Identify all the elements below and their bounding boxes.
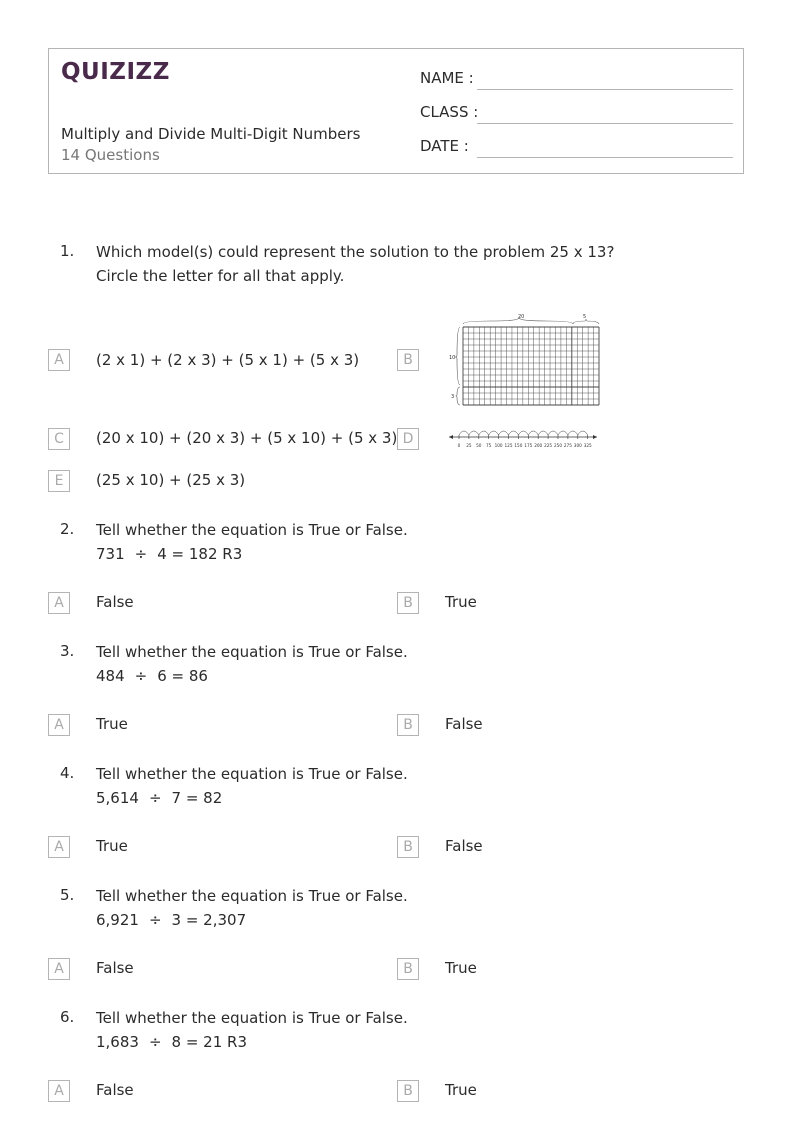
area-grid-model	[445, 310, 605, 410]
option-letter[interactable]: A	[48, 349, 70, 371]
question-text	[96, 640, 408, 688]
option-letter[interactable]: B	[397, 349, 419, 371]
option-text[interactable]: True	[445, 593, 477, 611]
grid-side-label: 3	[451, 394, 455, 400]
option-text[interactable]: False	[445, 715, 483, 733]
number-line-hop	[459, 431, 469, 435]
number-line-label: 325	[583, 443, 592, 448]
number-line-label: 275	[563, 443, 572, 448]
option-text[interactable]: (20 x 10) + (20 x 3) + (5 x 10) + (5 x 3)	[96, 429, 398, 447]
question-number: 4.	[60, 764, 75, 782]
option-text[interactable]: False	[445, 837, 483, 855]
divide-symbol: ÷	[148, 1033, 162, 1051]
number-line-label: 300	[573, 443, 582, 448]
number-line-label: 125	[504, 443, 513, 448]
option-text[interactable]: False	[96, 593, 134, 611]
dividend: 484	[96, 667, 125, 685]
name-label: NAME :	[420, 69, 474, 87]
question-line: Tell whether the equation is True or False.	[96, 765, 408, 783]
left-arrow-icon	[449, 435, 453, 439]
question-number: 3.	[60, 642, 75, 660]
question-count: 14 Questions	[61, 146, 160, 164]
number-line-hop	[469, 431, 479, 435]
option-letter[interactable]: C	[48, 428, 70, 450]
quizizz-logo: QUIZIZZ	[61, 59, 170, 85]
option-letter[interactable]: B	[397, 958, 419, 980]
question-text	[96, 1006, 408, 1054]
name-line[interactable]	[477, 89, 733, 90]
question-line: Tell whether the equation is True or False.	[96, 521, 408, 539]
class-label: CLASS :	[420, 103, 479, 121]
question-number: 5.	[60, 886, 75, 904]
number-line-hop	[479, 431, 489, 435]
option-letter[interactable]: B	[397, 592, 419, 614]
number-line-label: 50	[476, 443, 482, 448]
question-line: Which model(s) could represent the solution to the problem 25 x 13?	[96, 243, 615, 261]
number-line-label: 75	[486, 443, 492, 448]
divisor-result: 4 = 182 R3	[157, 545, 243, 563]
dividend: 731	[96, 545, 125, 563]
dividend: 1,683	[96, 1033, 139, 1051]
option-letter[interactable]: A	[48, 1080, 70, 1102]
option-letter[interactable]: B	[397, 1080, 419, 1102]
number-line-hop	[558, 431, 568, 435]
option-letter[interactable]: B	[397, 714, 419, 736]
question-text	[96, 884, 408, 932]
worksheet-title: Multiply and Divide Multi-Digit Numbers	[61, 125, 361, 143]
question-text	[96, 762, 408, 810]
question-text	[96, 240, 614, 288]
question-number: 6.	[60, 1008, 75, 1026]
divide-symbol: ÷	[148, 789, 162, 807]
equation	[96, 664, 408, 688]
option-text[interactable]: (25 x 10) + (25 x 3)	[96, 471, 246, 489]
dividend: 5,614	[96, 789, 139, 807]
grid-side-label: 10	[449, 355, 456, 361]
divide-symbol: ÷	[134, 545, 148, 563]
worksheet-header	[48, 48, 744, 174]
option-text[interactable]: False	[96, 1081, 134, 1099]
number-line-hop	[578, 431, 588, 435]
question-line: Tell whether the equation is True or False.	[96, 887, 408, 905]
number-line-hop	[499, 431, 509, 435]
option-text[interactable]: True	[96, 715, 128, 733]
question-line: Circle the letter for all that apply.	[96, 267, 345, 285]
divide-symbol: ÷	[134, 667, 148, 685]
grid-top-label: 5	[583, 314, 587, 320]
option-letter[interactable]: E	[48, 470, 70, 492]
number-line-label: 225	[544, 443, 553, 448]
question-line: Tell whether the equation is True or False.	[96, 1009, 408, 1027]
number-line-label: 175	[524, 443, 533, 448]
option-text[interactable]: False	[96, 959, 134, 977]
option-letter[interactable]: D	[397, 428, 419, 450]
equation	[96, 542, 408, 566]
dividend: 6,921	[96, 911, 139, 929]
number-line-hop	[528, 431, 538, 435]
number-line-hop	[548, 431, 558, 435]
divisor-result: 8 = 21 R3	[171, 1033, 247, 1051]
number-line-hop	[489, 431, 499, 435]
class-line[interactable]	[477, 123, 733, 124]
number-line-hop	[568, 431, 578, 435]
equation	[96, 908, 408, 932]
date-line[interactable]	[477, 157, 733, 158]
right-arrow-icon	[593, 435, 597, 439]
number-line-hop	[509, 431, 519, 435]
date-label: DATE :	[420, 137, 469, 155]
number-line-label: 0	[457, 443, 461, 448]
option-letter[interactable]: A	[48, 714, 70, 736]
question-text	[96, 518, 408, 566]
question-number: 2.	[60, 520, 75, 538]
number-line-hop	[518, 431, 528, 435]
option-text[interactable]: True	[445, 1081, 477, 1099]
equation	[96, 786, 408, 810]
option-letter[interactable]: B	[397, 836, 419, 858]
option-text[interactable]: True	[96, 837, 128, 855]
option-letter[interactable]: A	[48, 958, 70, 980]
number-line-label: 25	[466, 443, 472, 448]
grid-top-label: 20	[518, 314, 525, 320]
number-line-hop	[538, 431, 548, 435]
divisor-result: 3 = 2,307	[171, 911, 247, 929]
divisor-result: 6 = 86	[157, 667, 208, 685]
number-line-label: 250	[554, 443, 562, 448]
number-line-model	[445, 422, 605, 452]
option-text[interactable]: True	[445, 959, 477, 977]
question-number: 1.	[60, 242, 75, 260]
divisor-result: 7 = 82	[171, 789, 223, 807]
number-line-ticks	[458, 431, 592, 448]
question-line: Tell whether the equation is True or False.	[96, 643, 408, 661]
option-text[interactable]: (2 x 1) + (2 x 3) + (5 x 1) + (5 x 3)	[96, 351, 360, 369]
number-line-label: 150	[514, 443, 523, 448]
number-line-label: 200	[534, 443, 543, 448]
grid-lines	[463, 327, 599, 405]
divide-symbol: ÷	[148, 911, 162, 929]
option-letter[interactable]: A	[48, 836, 70, 858]
option-letter[interactable]: A	[48, 592, 70, 614]
equation	[96, 1030, 408, 1054]
number-line-label: 100	[494, 443, 503, 448]
